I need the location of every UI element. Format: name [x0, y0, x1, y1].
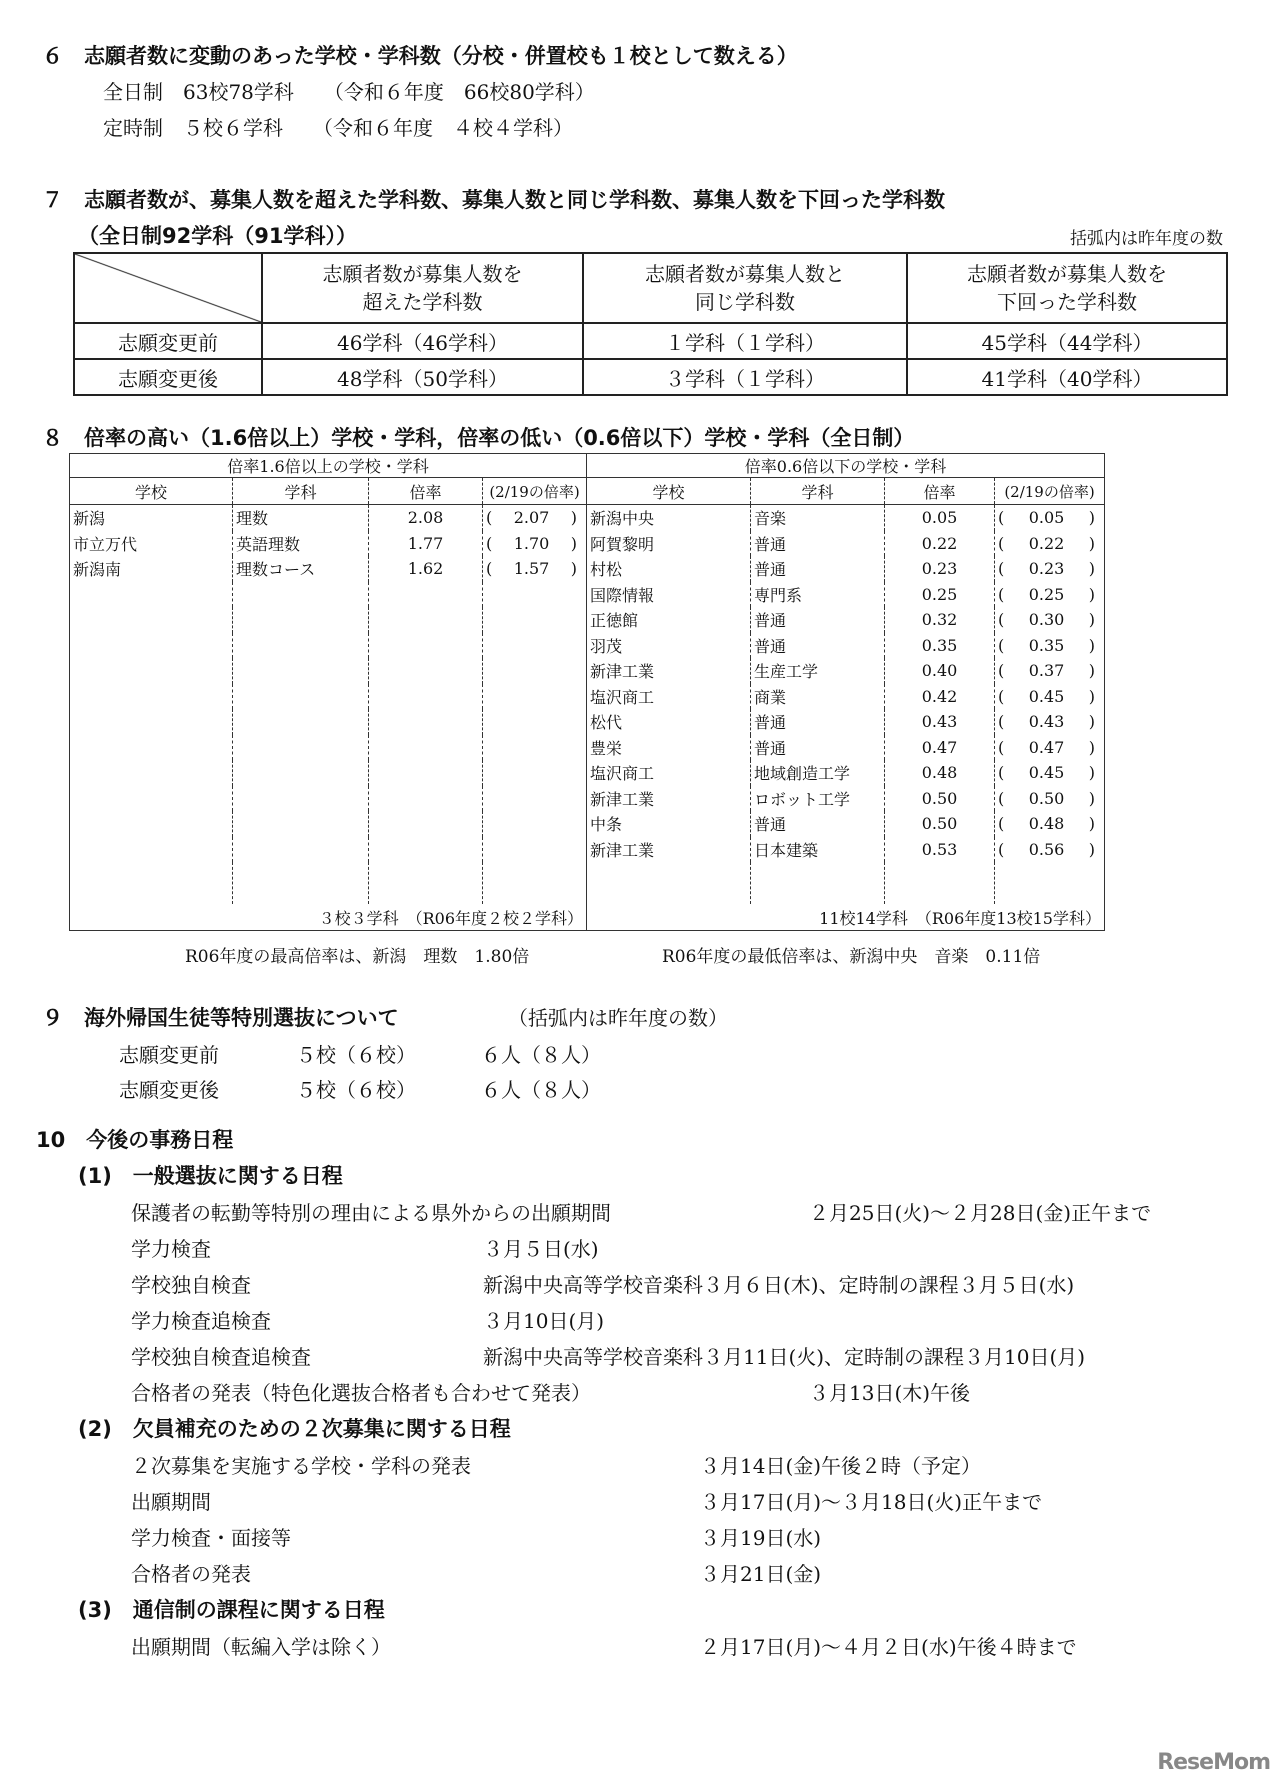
- column-header: 志願者数が募集人数と 同じ学科数: [583, 253, 907, 323]
- previous-ratio-cell: [483, 607, 587, 633]
- table-row: [70, 786, 1105, 812]
- department-cell: [233, 735, 369, 761]
- department-cell: 普通: [751, 709, 885, 735]
- school-cell: [70, 709, 233, 735]
- table-cell: ３学科（１学科）: [583, 359, 907, 395]
- table-row: [70, 709, 1105, 735]
- previous-ratio-value: 0.37: [1028, 661, 1065, 681]
- empty-cell: [587, 862, 751, 904]
- previous-ratio-cell: ( ) 0.56: [995, 837, 1105, 863]
- column-header: 学科: [751, 478, 885, 505]
- ratio-table: [69, 453, 1105, 931]
- ratio-cell: 0.50: [885, 811, 995, 837]
- schedule-label: 学力検査追検査: [131, 1309, 271, 1333]
- schedule-date: ２月17日(月)～４月２日(水)午後４時まで: [700, 1635, 1077, 1659]
- school-cell: 新潟: [70, 505, 233, 531]
- ratio-cell: 0.47: [885, 735, 995, 761]
- school-cell: 羽茂: [587, 633, 751, 659]
- row-label: 志願変更前: [74, 323, 262, 359]
- department-cell: [233, 582, 369, 608]
- schedule-date: ３月19日(水): [700, 1526, 822, 1550]
- department-cell: [233, 658, 369, 684]
- previous-ratio-cell: ( ) 1.57: [483, 556, 587, 582]
- school-cell: [70, 607, 233, 633]
- school-cell: 中条: [587, 811, 751, 837]
- previous-ratio-value: 0.45: [1028, 686, 1065, 706]
- department-cell: 理数: [233, 505, 369, 531]
- department-cell: 日本建築: [751, 837, 885, 863]
- department-cell: [233, 786, 369, 812]
- school-cell: 新津工業: [587, 837, 751, 863]
- row-label: 志願変更後: [74, 359, 262, 395]
- section-9-heading: ９ 海外帰国生徒等特別選抜について: [42, 1006, 399, 1030]
- department-cell: [233, 684, 369, 710]
- department-cell: 普通: [751, 633, 885, 659]
- previous-ratio-cell: ( ) 2.07: [483, 505, 587, 531]
- department-cell: 地域創造工学: [751, 760, 885, 786]
- previous-ratio-value: 0.45: [1028, 763, 1065, 783]
- table-row: [74, 359, 1227, 395]
- previous-ratio-value: 0.25: [1028, 584, 1065, 604]
- table-row: [70, 684, 1105, 710]
- ratio-cell: 0.53: [885, 837, 995, 863]
- column-header: 学校: [70, 478, 233, 505]
- column-header: 倍率: [369, 478, 483, 505]
- school-cell: [70, 658, 233, 684]
- table-row: [70, 633, 1105, 659]
- people-count: ６人（８人）: [481, 1043, 601, 1067]
- empty-cell: [995, 862, 1105, 904]
- people-count: ６人（８人）: [481, 1078, 601, 1102]
- section-7-subheading: （全日制92学科（91学科））: [78, 224, 357, 248]
- empty-cell: [233, 862, 369, 904]
- previous-ratio-value: 0.56: [1028, 839, 1065, 859]
- school-cell: 市立万代: [70, 531, 233, 557]
- previous-ratio-cell: [483, 735, 587, 761]
- previous-ratio-cell: ( ) 0.35: [995, 633, 1105, 659]
- ratio-cell: 0.48: [885, 760, 995, 786]
- department-cell: 普通: [751, 556, 885, 582]
- previous-ratio-cell: ( ) 0.25: [995, 582, 1105, 608]
- column-header: (2/19の倍率): [995, 478, 1105, 505]
- previous-ratio-value: 2.07: [513, 508, 550, 528]
- school-cell: [70, 582, 233, 608]
- schedule-date: ３月17日(月)～３月18日(火)正午まで: [700, 1490, 1043, 1514]
- high-ratio-title: 倍率1.6倍以上の学校・学科: [70, 454, 587, 478]
- department-cell: 普通: [751, 811, 885, 837]
- department-cell: 専門系: [751, 582, 885, 608]
- table-row: [70, 811, 1105, 837]
- column-header: 倍率: [885, 478, 995, 505]
- schedule-label: 保護者の転勤等特別の理由による県外からの出願期間: [131, 1201, 611, 1225]
- low-ratio-total: 11校14学科 （R06年度13校15学科）: [587, 904, 1105, 931]
- section-6-line: 全日制 63校78学科 （令和６年度 66校80学科）: [103, 80, 595, 104]
- previous-ratio-cell: [483, 837, 587, 863]
- previous-ratio-value: 1.57: [513, 559, 550, 579]
- schools-count: ５校（６校）: [296, 1078, 416, 1102]
- schedule-group-title: (1) 一般選抜に関する日程: [78, 1164, 343, 1188]
- previous-ratio-cell: ( ) 0.48: [995, 811, 1105, 837]
- section-7-heading: ７ 志願者数が、募集人数を超えた学科数、募集人数と同じ学科数、募集人数を下回った学科数: [42, 188, 945, 212]
- ratio-cell: 0.32: [885, 607, 995, 633]
- school-cell: 新津工業: [587, 658, 751, 684]
- school-cell: [70, 811, 233, 837]
- school-cell: [70, 837, 233, 863]
- high-ratio-note: R06年度の最高倍率は、新潟 理数 1.80倍: [185, 947, 530, 967]
- department-cell: 普通: [751, 607, 885, 633]
- department-cell: ロボット工学: [751, 786, 885, 812]
- school-cell: 新津工業: [587, 786, 751, 812]
- department-cell: 商業: [751, 684, 885, 710]
- schedule-label: 出願期間（転編入学は除く）: [131, 1635, 391, 1659]
- column-header: 学科: [233, 478, 369, 505]
- previous-ratio-cell: ( ) 0.23: [995, 556, 1105, 582]
- schools-count: ５校（６校）: [296, 1043, 416, 1067]
- school-cell: 正徳館: [587, 607, 751, 633]
- table-row: [70, 760, 1105, 786]
- schedule-label: ２次募集を実施する学校・学科の発表: [131, 1454, 471, 1478]
- section-10-heading: 10 今後の事務日程: [36, 1128, 234, 1152]
- table-cell: 46学科（46学科）: [262, 323, 583, 359]
- school-cell: 新潟中央: [587, 505, 751, 531]
- schedule-group-title: (2) 欠員補充のための２次募集に関する日程: [78, 1417, 511, 1441]
- previous-ratio-cell: ( ) 0.05: [995, 505, 1105, 531]
- schedule-date: 新潟中央高等学校音楽科３月11日(火)、定時制の課程３月10日(月): [483, 1345, 1086, 1369]
- ratio-cell: [369, 811, 483, 837]
- table-row: [70, 505, 1105, 531]
- previous-ratio-cell: ( ) 0.30: [995, 607, 1105, 633]
- previous-ratio-value: 0.22: [1028, 533, 1065, 553]
- department-cell: [233, 607, 369, 633]
- school-cell: 国際情報: [587, 582, 751, 608]
- ratio-cell: [369, 786, 483, 812]
- department-cell: 理数コース: [233, 556, 369, 582]
- school-cell: [70, 760, 233, 786]
- section-9-note: （括弧内は昨年度の数）: [508, 1006, 728, 1030]
- row-label: 志願変更前: [119, 1043, 219, 1067]
- diagonal-header-cell: [74, 253, 262, 323]
- ratio-cell: 0.35: [885, 633, 995, 659]
- resemom-logo: ReseMom: [1157, 1750, 1270, 1775]
- schedule-label: 学校独自検査追検査: [131, 1345, 311, 1369]
- ratio-cell: [369, 633, 483, 659]
- ratio-cell: [369, 709, 483, 735]
- ratio-cell: 1.62: [369, 556, 483, 582]
- schedule-date: ２月25日(火)～２月28日(金)正午まで: [809, 1201, 1152, 1225]
- previous-ratio-cell: [483, 811, 587, 837]
- previous-ratio-cell: ( ) 0.22: [995, 531, 1105, 557]
- previous-ratio-cell: [483, 684, 587, 710]
- previous-ratio-cell: ( ) 0.43: [995, 709, 1105, 735]
- schedule-label: 合格者の発表（特色化選抜合格者も合わせて発表）: [131, 1381, 591, 1405]
- department-cell: [233, 709, 369, 735]
- low-ratio-title: 倍率0.6倍以下の学校・学科: [587, 454, 1105, 478]
- previous-ratio-cell: ( ) 0.45: [995, 760, 1105, 786]
- schedule-label: 合格者の発表: [131, 1562, 251, 1586]
- department-cell: 普通: [751, 735, 885, 761]
- empty-cell: [483, 862, 587, 904]
- school-cell: [70, 735, 233, 761]
- previous-ratio-value: 0.47: [1028, 737, 1065, 757]
- ratio-cell: [369, 760, 483, 786]
- table-row: [70, 658, 1105, 684]
- empty-cell: [70, 862, 233, 904]
- ratio-cell: 1.77: [369, 531, 483, 557]
- department-cell: [233, 633, 369, 659]
- previous-ratio-cell: ( ) 1.70: [483, 531, 587, 557]
- previous-ratio-cell: [483, 709, 587, 735]
- ratio-cell: 0.50: [885, 786, 995, 812]
- school-cell: 塩沢商工: [587, 684, 751, 710]
- empty-cell: [369, 862, 483, 904]
- table-row: [70, 556, 1105, 582]
- ratio-cell: 0.43: [885, 709, 995, 735]
- schedule-date: ３月５日(水): [483, 1237, 599, 1261]
- column-header: 学校: [587, 478, 751, 505]
- department-cell: [233, 760, 369, 786]
- previous-ratio-value: 0.30: [1028, 610, 1065, 630]
- table-row: [74, 323, 1227, 359]
- previous-ratio-value: 0.23: [1028, 559, 1065, 579]
- schedule-label: 学力検査・面接等: [131, 1526, 291, 1550]
- low-ratio-note: R06年度の最低倍率は、新潟中央 音楽 0.11倍: [662, 947, 1041, 967]
- department-cell: 英語理数: [233, 531, 369, 557]
- department-cell: 生産工学: [751, 658, 885, 684]
- previous-ratio-cell: [483, 658, 587, 684]
- row-label: 志願変更後: [119, 1078, 219, 1102]
- ratio-cell: 0.22: [885, 531, 995, 557]
- ratio-cell: 0.40: [885, 658, 995, 684]
- section-6-line: 定時制 ５校６学科 （令和６年度 ４校４学科）: [103, 116, 573, 140]
- previous-ratio-cell: [483, 582, 587, 608]
- section-7-table: [73, 252, 1228, 396]
- high-ratio-total: ３校３学科 （R06年度２校２学科）: [70, 904, 587, 931]
- school-cell: 塩沢商工: [587, 760, 751, 786]
- empty-cell: [885, 862, 995, 904]
- section-8-heading: ８ 倍率の高い（1.6倍以上）学校・学科，倍率の低い（0.6倍以下）学校・学科（全日制）: [42, 426, 915, 450]
- school-cell: 村松: [587, 556, 751, 582]
- department-cell: [233, 837, 369, 863]
- schedule-label: 学力検査: [131, 1237, 211, 1261]
- schedule-date: ３月14日(金)午後２時（予定）: [700, 1454, 982, 1478]
- column-header: (2/19の倍率): [483, 478, 587, 505]
- ratio-cell: [369, 658, 483, 684]
- schedule-label: 出願期間: [131, 1490, 211, 1514]
- previous-ratio-cell: [483, 786, 587, 812]
- previous-ratio-value: 0.43: [1028, 712, 1065, 732]
- previous-ratio-value: 0.48: [1028, 814, 1065, 834]
- schedule-date: ３月21日(金): [700, 1562, 822, 1586]
- schedule-group-title: (3) 通信制の課程に関する日程: [78, 1598, 385, 1622]
- school-cell: [70, 633, 233, 659]
- school-cell: [70, 786, 233, 812]
- schedule-date: ３月13日(木)午後: [809, 1381, 971, 1405]
- ratio-cell: 0.25: [885, 582, 995, 608]
- school-cell: 新潟南: [70, 556, 233, 582]
- section-6-heading: ６ 志願者数に変動のあった学校・学科数（分校・併置校も１校として数える）: [42, 44, 798, 68]
- table-cell: １学科（１学科）: [583, 323, 907, 359]
- table-row: [70, 531, 1105, 557]
- table-row: [70, 735, 1105, 761]
- schedule-date: 新潟中央高等学校音楽科３月６日(木)、定時制の課程３月５日(水): [483, 1273, 1075, 1297]
- school-cell: 阿賀黎明: [587, 531, 751, 557]
- ratio-cell: 0.05: [885, 505, 995, 531]
- school-cell: [70, 684, 233, 710]
- department-cell: 普通: [751, 531, 885, 557]
- ratio-cell: [369, 684, 483, 710]
- empty-cell: [751, 862, 885, 904]
- filler-row: [70, 862, 1105, 904]
- ratio-cell: [369, 607, 483, 633]
- previous-ratio-cell: ( ) 0.45: [995, 684, 1105, 710]
- table-row: [70, 582, 1105, 608]
- previous-ratio-value: 1.70: [513, 533, 550, 553]
- table-cell: 45学科（44学科）: [907, 323, 1227, 359]
- ratio-cell: 0.42: [885, 684, 995, 710]
- table-cell: 48学科（50学科）: [262, 359, 583, 395]
- ratio-cell: [369, 582, 483, 608]
- previous-ratio-value: 0.05: [1028, 508, 1065, 528]
- ratio-cell: 0.23: [885, 556, 995, 582]
- previous-ratio-cell: ( ) 0.50: [995, 786, 1105, 812]
- previous-ratio-cell: ( ) 0.47: [995, 735, 1105, 761]
- column-header: 志願者数が募集人数を 下回った学科数: [907, 253, 1227, 323]
- department-cell: [233, 811, 369, 837]
- table-cell: 41学科（40学科）: [907, 359, 1227, 395]
- table-row: [70, 607, 1105, 633]
- section-7-note: 括弧内は昨年度の数: [1070, 229, 1223, 249]
- department-cell: 音楽: [751, 505, 885, 531]
- school-cell: 豊栄: [587, 735, 751, 761]
- table-row: [70, 837, 1105, 863]
- school-cell: 松代: [587, 709, 751, 735]
- previous-ratio-value: 0.50: [1028, 788, 1065, 808]
- ratio-cell: [369, 735, 483, 761]
- ratio-cell: 2.08: [369, 505, 483, 531]
- schedule-date: ３月10日(月): [483, 1309, 605, 1333]
- previous-ratio-cell: ( ) 0.37: [995, 658, 1105, 684]
- ratio-cell: [369, 837, 483, 863]
- column-header: 志願者数が募集人数を 超えた学科数: [262, 253, 583, 323]
- previous-ratio-cell: [483, 633, 587, 659]
- schedule-label: 学校独自検査: [131, 1273, 251, 1297]
- previous-ratio-cell: [483, 760, 587, 786]
- previous-ratio-value: 0.35: [1028, 635, 1065, 655]
